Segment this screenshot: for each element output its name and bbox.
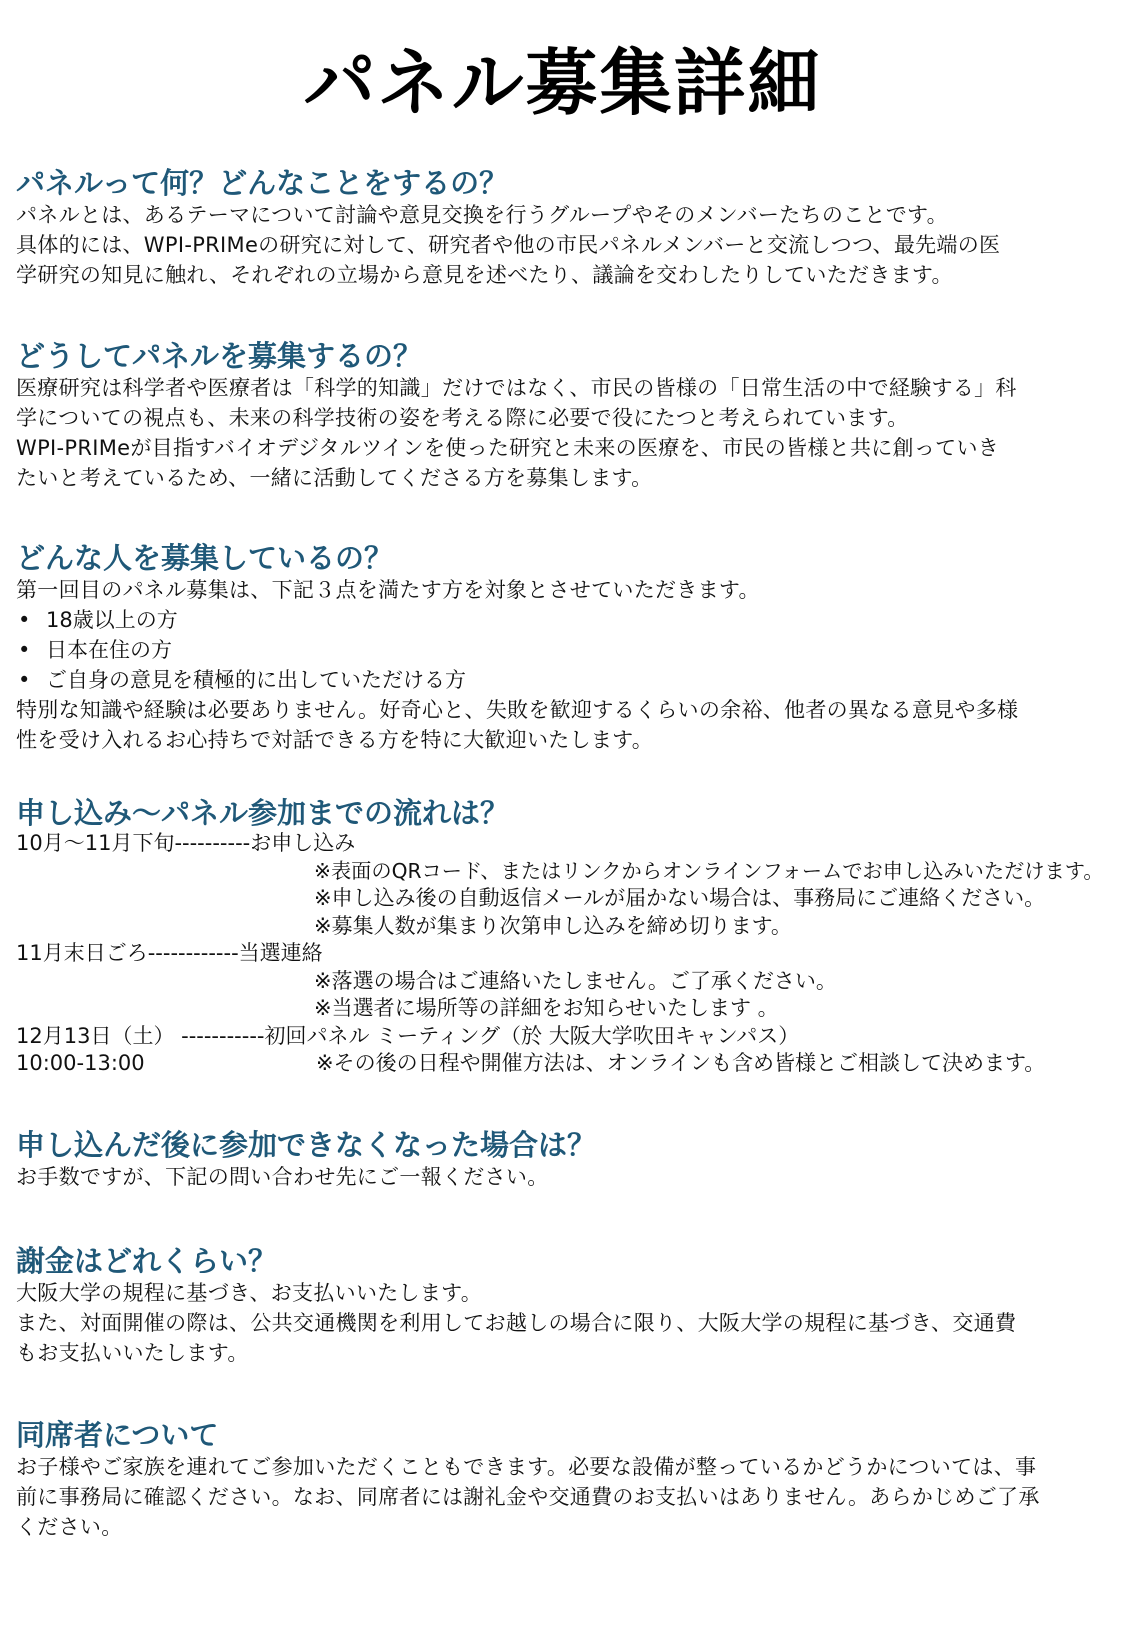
flow-note: ※申し込み後の自動返信メールが届かない場合は、事務局にご連絡ください。 — [314, 886, 1046, 910]
paragraph-line: 医療研究は科学者や医療者は「科学的知識」だけではなく、市民の皆様の「日常生活の中で経験する」科 — [16, 376, 1017, 400]
flow-note: ※その後の日程や開催方法は、オンラインも含め皆様とご相談して決めます。 — [316, 1051, 1046, 1075]
paragraph-line: 性を受け入れるお心持ちで対話できる方を特に大歓迎いたします。 — [16, 728, 654, 752]
section-why-recruit — [16, 337, 1111, 493]
criteria-list — [16, 605, 1111, 695]
section-flow — [16, 794, 1111, 1078]
list-item — [16, 605, 1111, 635]
section-companion — [16, 1416, 1111, 1542]
list-item-text: 日本在住の方 — [46, 638, 172, 662]
bullet-icon: • — [18, 668, 31, 692]
section-heading: パネルって何？どんなことをするの？ — [16, 166, 509, 200]
paragraph-line: WPI-PRIMeが目指すバイオデジタルツインを使った研究と未来の医療を、市民の皆様と共に創っていき — [16, 436, 1000, 460]
paragraph-line: また、対面開催の際は、公共交通機関を利用してお越しの場合に限り、大阪大学の規程に基づき、交通費 — [16, 1311, 1017, 1335]
paragraph-line: 特別な知識や経験は必要ありません。好奇心と、失敗を歓迎するくらいの余裕、他者の異なる意見や多様 — [16, 698, 1019, 722]
flow-note: ※落選の場合はご連絡いたしません。ご了承ください。 — [314, 968, 837, 993]
flow-meeting-time-row — [16, 1050, 1111, 1078]
section-who-recruit — [16, 539, 1111, 755]
paragraph-line: お手数ですが、下記の問い合わせ先にご一報ください。 — [16, 1165, 549, 1189]
section-fee — [16, 1242, 1111, 1368]
flow-note: ※募集人数が集まり次第申し込みを締め切ります。 — [314, 913, 792, 938]
list-item-text: ご自身の意見を積極的に出していただける方 — [46, 668, 466, 692]
section-heading: どうしてパネルを募集するの？ — [16, 339, 423, 373]
section-heading: 同席者について — [16, 1418, 219, 1452]
paragraph-line: もお支払いいたします。 — [16, 1341, 249, 1365]
paragraph-line: たいと考えているため、一緒に活動してくださる方を募集します。 — [16, 466, 653, 490]
paragraph-line: 学についての視点も、未来の科学技術の姿を考える際に必要で役にたつと考えられています。 — [16, 406, 909, 430]
paragraph-line: 大阪大学の規程に基づき、お支払いいたします。 — [16, 1281, 483, 1305]
bullet-icon: • — [18, 608, 31, 632]
section-cancel — [16, 1126, 1111, 1192]
section-heading: 申し込み～パネル参加までの流れは？ — [16, 796, 510, 830]
bullet-icon: • — [18, 638, 31, 662]
page-title: パネル募集詳細 — [303, 41, 822, 125]
paragraph-line: パネルとは、あるテーマについて討論や意見交換を行うグループやそのメンバーたちのことです。 — [16, 203, 948, 227]
section-heading: どんな人を募集しているの？ — [16, 541, 394, 575]
list-item — [16, 635, 1111, 665]
paragraph-line: ください。 — [16, 1515, 123, 1539]
list-item-text: 18歳以上の方 — [46, 608, 178, 632]
paragraph-line: 具体的には、WPI-PRIMeの研究に対して、研究者や他の市民パネルメンバーと交流しつつ、最先端の医 — [16, 233, 1001, 257]
list-item — [16, 665, 1111, 695]
section-what-is-panel — [16, 164, 1111, 290]
section-heading: 申し込んだ後に参加できなくなった場合は？ — [16, 1128, 597, 1162]
section-heading: 謝金はどれくらい？ — [16, 1244, 278, 1278]
flow-step-meeting: 12月13日（土） -----------初回パネル ミーティング（於 大阪大学吹田キャンパス） — [16, 1023, 800, 1048]
flow-note: ※表面のQRコード、またはリンクからオンラインフォームでお申し込みいただけます。 — [314, 858, 1104, 883]
meeting-time: 10:00-13:00 — [16, 1051, 145, 1075]
paragraph-line: お子様やご家族を連れてご参加いただくこともできます。必要な設備が整っているかどうかについては、事 — [16, 1455, 1037, 1479]
flow-step-notify: 11月末日ごろ------------当選連絡 — [16, 941, 323, 965]
flow-step-apply: 10月～11月下旬----------お申し込み — [16, 831, 356, 855]
paragraph-line: 前に事務局に確認ください。なお、同席者には謝礼金や交通費のお支払いはありません。あらかじめご了承 — [16, 1485, 1040, 1509]
flow-note: ※当選者に場所等の詳細をお知らせいたします 。 — [314, 996, 779, 1020]
paragraph-line: 第一回目のパネル募集は、下記３点を満たす方を対象とさせていただきます。 — [16, 578, 760, 602]
paragraph-line: 学研究の知見に触れ、それぞれの立場から意見を述べたり、議論を交わしたりしていただきます。 — [16, 263, 953, 287]
